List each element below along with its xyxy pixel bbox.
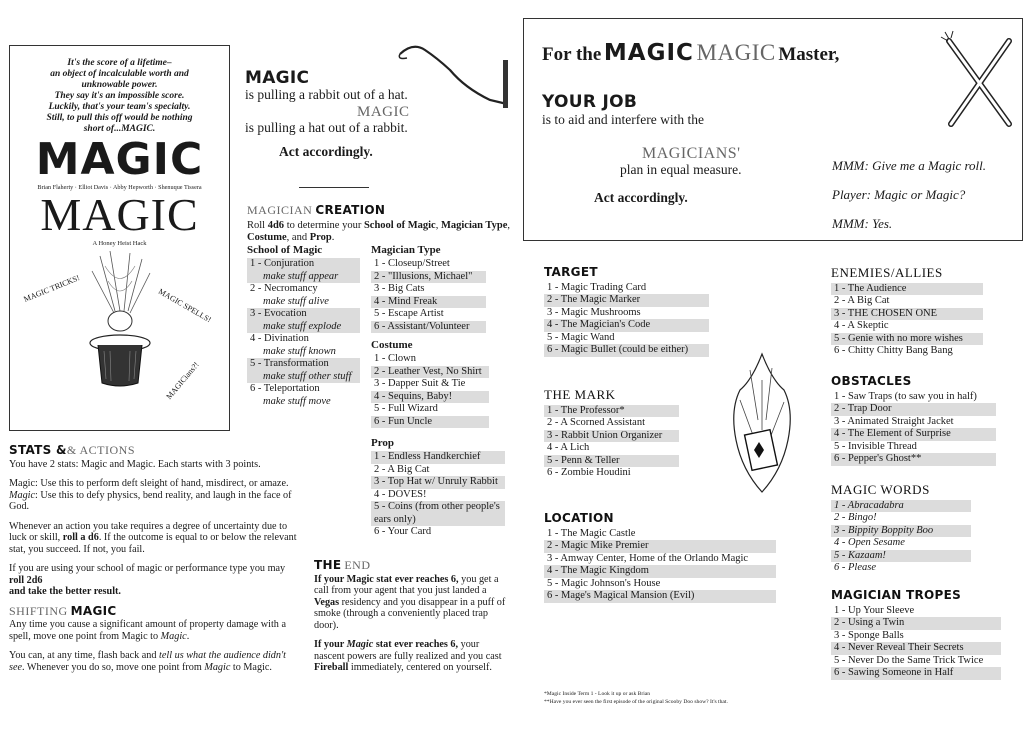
list-item: 4 - Divination [250,333,309,345]
list-item: 3 - Bippity Boppity Boo [831,525,971,538]
text: : Use this to defy physics, bend reality, and laugh in the face of God. [9,489,292,512]
shifting-heading [9,603,301,618]
tag-magic-tricks: MAGIC TRICKS! [22,273,82,304]
list-item: 3 - Magic Mushrooms [547,306,641,318]
snake-illustration [395,40,515,112]
list-item: 1 - The Audience [831,283,983,296]
text-bold: Vegas [314,596,340,608]
list-item: 3 - Amway Center, Home of the Orlando Magic [547,552,749,564]
text-em: Magic [9,489,36,501]
list-item: 1 - Saw Traps (to saw you in half) [834,390,977,402]
location-list [544,528,776,603]
text: . [331,232,335,244]
school-description: make stuff known [263,345,336,357]
stats-heading-bold: STATS & [9,443,67,457]
location-title: LOCATION [544,511,614,525]
stats-p4 [9,563,301,598]
obstacles-title: OBSTACLES [831,374,912,388]
shifting-heading-bold: MAGIC [70,603,117,618]
blurb-line: It's the score of a lifetime– [67,58,172,68]
list-item: 6 - Pepper's Ghost** [831,453,996,466]
list-item: 3 - Evocation [247,308,360,321]
end-p1 [314,574,506,632]
text: to Magic. [230,661,272,673]
prop-list [371,451,505,539]
list-item: 3 - Big Cats [374,283,425,295]
list-item: 5 - Coins (from other people's ears only) [371,501,505,526]
stats-p2 [9,478,301,513]
cover-authors: Brian Flaherty · Elliot Davis · Abby Hepworth · Shenuque Tissera [37,184,202,191]
text-bold: and take the better result. [9,586,121,597]
list-item: 1 - Conjuration [247,258,360,271]
enemies-list [831,283,983,358]
mmm-job-line: is to aid and interfere with the [542,112,704,127]
magician-type-table [371,244,486,333]
stats-p1: You have 2 stats: Magic and Magic. Each starts with 3 points. [9,458,261,470]
text: you get a call from your agent that you just landed a [314,573,499,596]
list-item: 5 - Full Wizard [374,403,438,415]
list-item: 2 - The Magic Marker [544,294,709,307]
text-bold: School of Magic [363,219,436,231]
mmm-for-the: For the [542,44,602,65]
list-item: 2 - A Big Cat [374,463,430,475]
list-item: 4 - Never Reveal Their Secrets [831,642,1001,655]
list-item: 1 - The Professor* [544,405,679,418]
list-item: 1 - Magic Trading Card [547,281,647,293]
intro-magic-thin: MAGIC [357,104,410,120]
cover-subtitle: A Honey Heist Hack [92,240,147,247]
blurb-line: Still, to pull this off would be nothing [46,113,193,123]
list-item: 2 - A Scorned Assistant [547,417,646,429]
list-item: 5 - Escape Artist [374,308,444,320]
school-of-magic-table [247,244,360,408]
text-bold: roll 2d6 [9,574,43,586]
list-item: 1 - Endless Handkerchief [371,451,505,464]
creation-heading-thin: MAGICIAN [247,203,313,217]
costume-title: Costume [371,339,413,351]
list-item: 2 - Bingo! [834,512,877,524]
list-item: 5 - Kazaam! [831,550,971,563]
list-item: 1 - Clown [374,353,416,365]
mark-title: THE MARK [544,387,616,402]
tag-magicians: MAGICians?! [164,360,201,402]
list-item: 3 - Top Hat w/ Unruly Rabbit [371,476,505,489]
target-table [544,265,709,357]
list-item: 3 - THE CHOSEN ONE [831,308,983,321]
list-item: 2 - Using a Twin [831,617,1001,630]
list-item: 6 - Fun Uncle [371,416,489,429]
cover-title-thin: MAGIC [40,189,199,240]
text-em: Magic [346,639,374,650]
target-title: TARGET [544,265,598,279]
blurb-line: unknowable power. [81,80,158,90]
text: your nascent powers are fully realized and you cast [314,639,502,662]
text-bold: 4d6 [267,219,285,231]
text-em: Magic [204,661,231,673]
blurb-line: an object of incalculable worth and [50,69,189,79]
text: If you are using your school of magic or performance type you may [9,563,286,574]
mmm-magicians: MAGICIANS' [642,145,741,162]
costume-table [371,339,489,428]
intro-magic-bold: MAGIC [245,68,310,88]
creation-heading [247,203,512,218]
list-item: 1 - The Magic Castle [547,527,636,539]
text: , and [286,232,310,244]
intro-divider [299,187,369,188]
text-em: tell us what the audience didn't see [9,650,287,673]
text: . [186,630,190,642]
text-bold: roll a d6 [62,532,99,543]
words-list [831,500,971,575]
school-description: make stuff alive [263,295,329,307]
text-bold: stat ever reaches 6, [373,639,459,650]
text-bold: Prop [309,232,332,244]
school-list [247,258,360,408]
obstacles-table [831,374,996,466]
list-item: 5 - Magic Wand [547,331,615,343]
blurb-line: short of...MAGIC. [83,124,156,134]
text: . Whenever you do so, move one point from [22,661,205,673]
dialog-line: Player: Magic or Magic? [832,187,966,202]
mmm-dialog [832,151,986,238]
list-item: 6 - Mage's Magical Mansion (Evil) [544,590,776,603]
text: to determine your [284,219,364,231]
list-item: 6 - Chitty Chitty Bang Bang [834,345,953,357]
shifting-heading-thin: SHIFTING [9,603,68,618]
footnote: *Magic Inside Term 1 - Look it up or ask Brian [544,691,651,697]
list-item: 2 - Magic Mike Premier [544,540,776,553]
list-item: 4 - A Skeptic [834,320,889,332]
list-item: 4 - Mind Freak [371,296,486,309]
type-title: Magician Type [371,244,441,256]
obstacles-list [831,391,996,466]
tag-magic-spells: MAGIC SPELLS! [156,286,213,325]
hat-rabbit-illustration [80,251,160,391]
dialog-line: MMM: Yes. [832,216,893,231]
text: Whenever an action you take requires a degree of uncertainty due to luck or skill, [9,520,288,543]
shifting-p2 [9,650,301,673]
stats-heading-thin: & ACTIONS [66,443,136,457]
text-bold: If your [314,639,347,650]
text: You can, at any time, flash back and [9,650,160,661]
text: Any time you cause a significant amount of property damage with a spell, move one point from Magic to [9,619,286,642]
list-item: 5 - Invisible Thread [834,440,917,452]
blurb-line: Luckily, that's your team's specialty. [48,102,191,112]
stats-p3 [9,521,301,556]
list-item: 4 - Open Sesame [834,537,905,549]
list-item: 3 - Rabbit Union Organizer [544,430,679,443]
list-item: 5 - Genie with no more wishes [831,333,983,346]
list-item: 5 - Penn & Teller [544,455,679,468]
mmm-box [523,18,1023,241]
end-heading-bold: THE [314,558,342,572]
list-item: 3 - Sponge Balls [834,629,904,641]
creation-section [247,203,512,245]
list-item: 5 - Never Do the Same Trick Twice [834,654,984,666]
list-item: 2 - Leather Vest, No Shirt [371,366,489,379]
end-heading-thin: END [344,558,371,572]
stats-heading [9,445,301,457]
end-p2 [314,639,506,674]
blurb-line: They say it's an impossible score. [54,91,185,101]
list-item: 6 - Magic Bullet (could be either) [544,344,709,357]
type-list [371,258,486,333]
cover-blurb [18,58,221,135]
end-heading [314,560,506,572]
school-description: make stuff other stuff [247,371,360,384]
list-item: 1 - Abracadabra [831,500,971,513]
school-title: School of Magic [247,244,323,256]
prop-title: Prop [371,437,395,449]
the-end-section [314,560,506,682]
intro-line-1: is pulling a rabbit out of a hat. [245,87,408,102]
tropes-title: MAGICIAN TROPES [831,588,962,602]
mmm-master: Master, [778,44,840,65]
list-item: 6 - Zombie Houdini [547,467,631,479]
text: , [507,219,510,231]
mark-list [544,405,679,480]
mmm-magic-bold: MAGIC [603,40,694,66]
text: residency and you disappear in a puff of smoke (through a conveniently placed trap door). [314,596,506,631]
shifting-p1 [9,619,301,642]
text-em: Magic [160,630,187,642]
text-bold: Costume [247,232,287,244]
text: Magic: Use this to perform deft sleight of hand, misdirect, or amaze. [9,478,289,489]
list-item: 4 - A Lich [547,442,590,454]
list-item: 6 - Sawing Someone in Half [831,667,1001,680]
list-item: 4 - DOVES! [374,488,427,500]
stats-section [9,445,301,681]
list-item: 4 - The Magic Kingdom [544,565,776,578]
crossed-wands-illustration [939,29,1019,129]
text: , [435,219,441,231]
list-item: 2 - "Illusions, Michael" [371,271,486,284]
list-item: 4 - The Element of Surprise [831,428,996,441]
footnote: **Have you ever seen the first episode of the original Scooby Doo show? It's that. [544,699,728,705]
list-item: 5 - Transformation [247,358,360,371]
location-table [544,511,776,603]
enemies-table [831,265,983,358]
tropes-list [831,605,1001,680]
prop-table [371,437,505,539]
text-bold: Fireball [314,662,349,673]
creation-heading-bold: CREATION [315,203,386,217]
costume-list [371,353,489,428]
tropes-table [831,588,1001,680]
mmm-plan: plan in equal measure. [620,162,742,177]
text: Roll [247,219,268,231]
list-item: 1 - Up Your Sleeve [834,604,915,616]
text: . If the outcome is equal to or below the relevant stat, you succeed. If not, you fail. [9,532,297,555]
text-bold: Magician Type [440,219,508,231]
list-item: 1 - Closeup/Street [374,258,450,270]
list-item: 6 - Assistant/Volunteer [371,321,486,334]
dialog-line: MMM: Give me a Magic roll. [832,158,987,173]
list-item: 2 - A Big Cat [834,295,890,307]
list-item: 3 - Dapper Suit & Tie [374,378,466,390]
school-description: make stuff move [263,395,331,407]
school-description: make stuff appear [247,271,360,284]
list-item: 4 - Sequins, Baby! [371,391,489,404]
text-bold: If your Magic stat ever reaches 6, [314,573,459,585]
list-item: 4 - The Magician's Code [544,319,709,332]
intro-act: Act accordingly. [279,144,373,159]
intro-line-2: is pulling a hat out of a rabbit. [245,120,408,135]
words-title: MAGIC WORDS [831,482,930,497]
footnotes [544,690,728,706]
list-item: 2 - Necromancy [250,283,318,295]
list-item: 6 - Your Card [374,526,432,538]
cover-panel [9,45,230,431]
list-item: 6 - Please [834,562,876,574]
list-item: 6 - Teleportation [250,383,320,395]
target-list [544,282,709,357]
creation-desc [247,220,512,246]
list-item: 3 - Animated Straight Jacket [834,415,954,427]
list-item: 2 - Trap Door [831,403,996,416]
enemies-title: ENEMIES/ALLIES [831,265,943,280]
flaming-card-illustration [722,350,802,498]
text: immediately, centered on yourself. [348,662,492,673]
school-description: make stuff explode [247,321,360,334]
cover-title-bold: MAGIC [35,134,204,185]
mmm-title-row [542,39,839,67]
list-item: 5 - Magic Johnson's House [547,577,661,589]
mmm-act: Act accordingly. [594,190,688,205]
mark-table [544,387,679,480]
mmm-your-job: YOUR JOB [542,92,638,112]
mmm-magic-thin: MAGIC [696,40,776,65]
magic-words-table [831,482,971,575]
